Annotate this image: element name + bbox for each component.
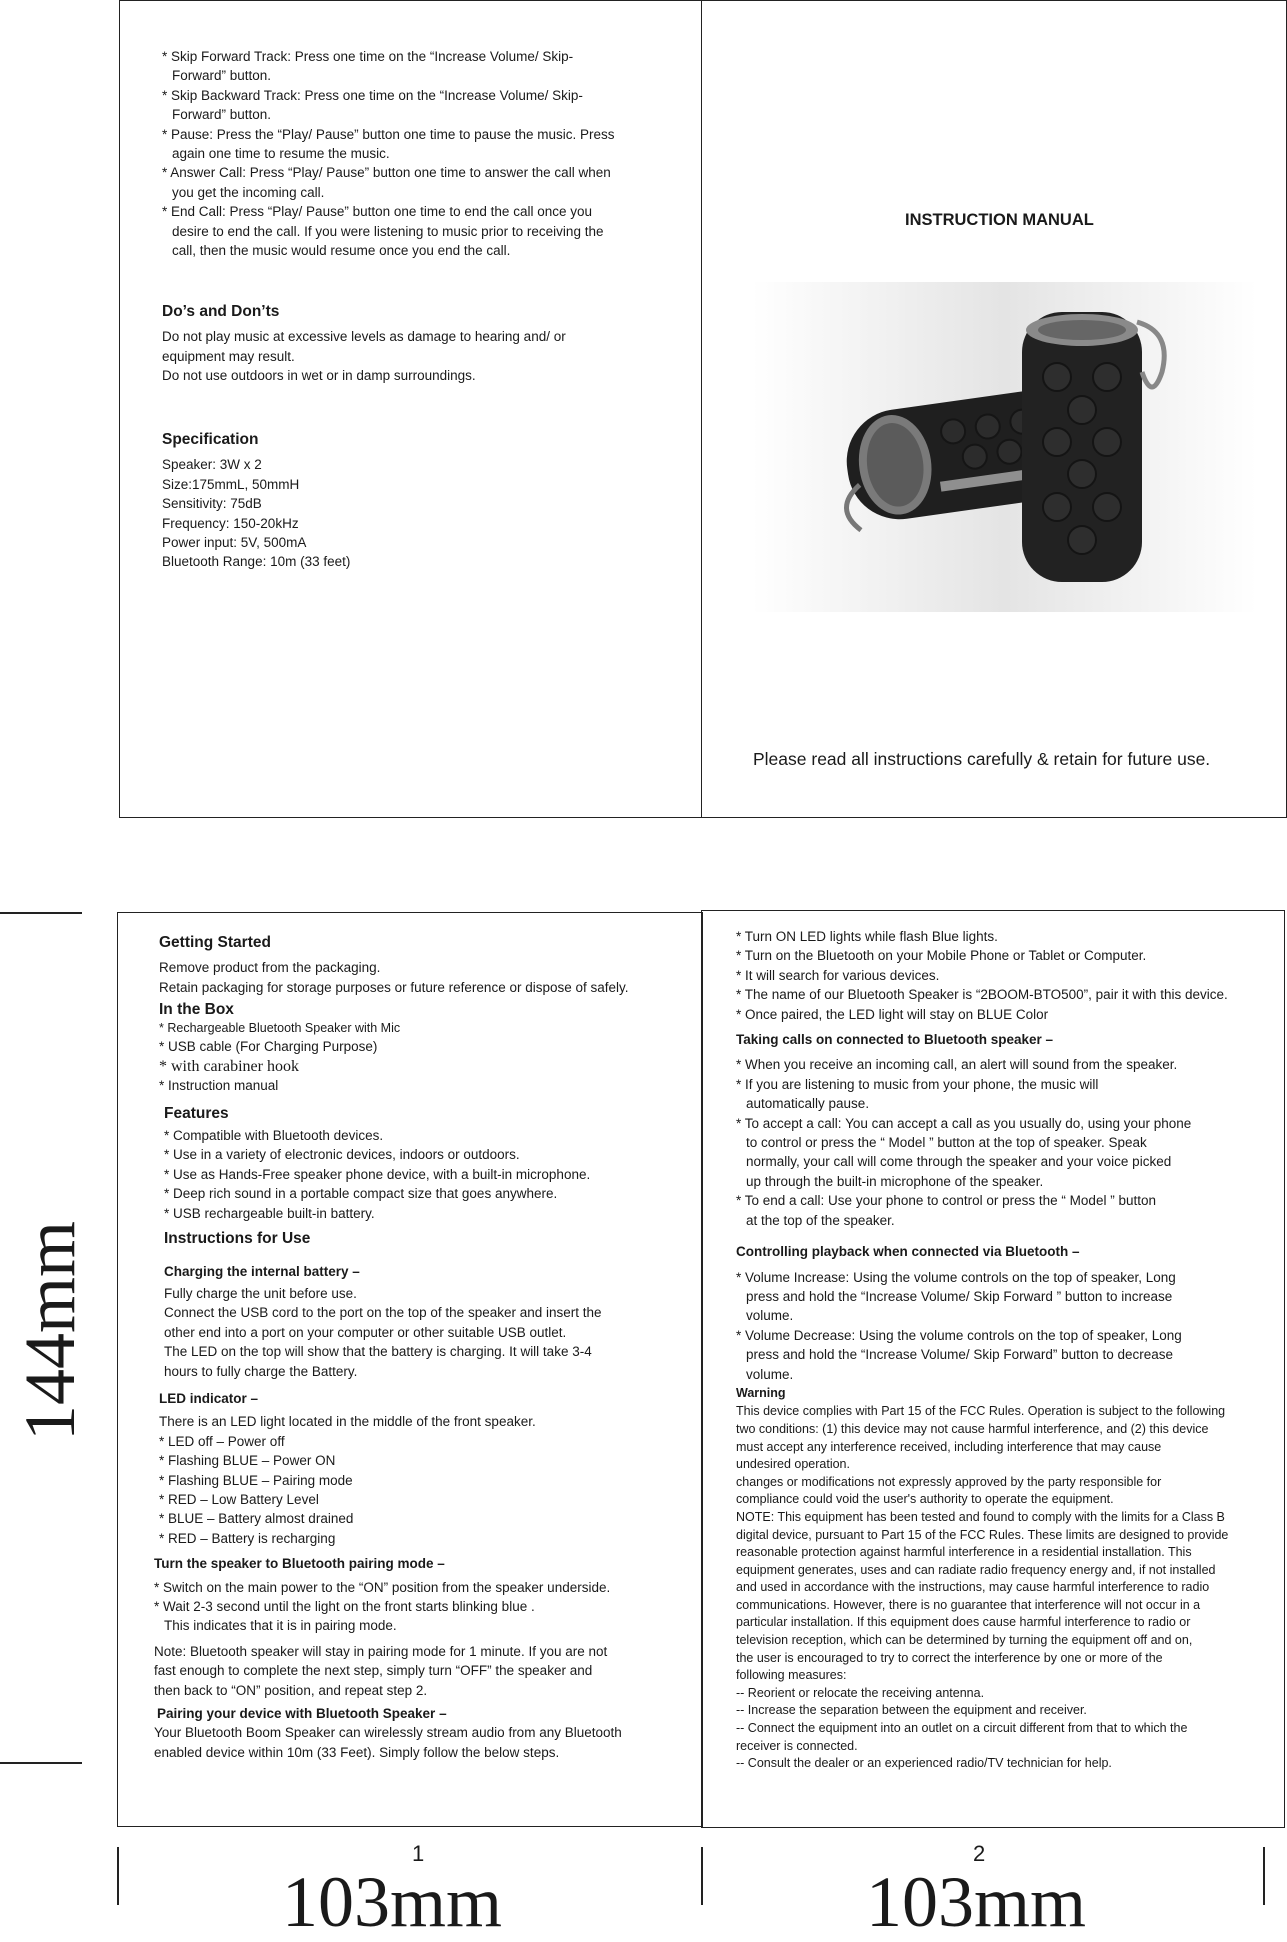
page2-content: * Turn ON LED lights while flash Blue lights. * Turn on the Bluetooth on your Mobile Phone or Tablet or Computer. * It will search for various devices. * The name of our Bluetooth Speaker is “2BOOM-BTO500”, pair it with this device. * Once paired, the LED light will stay on BLUE Color Taking calls on connected to Bluetooth speaker – * When you receive an incoming call, an alert will sound from the speaker. * If you are listening to music from your phone, the music will automatically pause. * To accept a call: You can accept a call as you usually do, using your phone to control or press the “ Model ” button at the top of speaker. Speak normally, your call will come through the speaker and your voice picked up through the built-in microphone of the speaker. * To end a call: Use your phone to control or press the “ Model ” button at the top of the speaker. Controlling playback when connected via Bluetooth – * Volume Increase: Using the volume controls on the top of speaker, Long press and hold the “Increase Volume/ Skip Forward ” button to increase volume. * Volume Decrease: Using the volume controls on the top of speaker, Long press and hold the “Increase Volume/ Skip Forward” button to decrease volume. Warning This device complies with Part 15 of the FCC Rules. Operation is subject to the following two conditions: (1) this device may not cause harmful interference, and (2) this device must accept any interference received, including interference that may cause undesired operation. changes or modifications not expressly approved by the party responsible for compliance could void the user's authority to operate the equipment. NOTE: This equipment has been tested and found to comply with the limits for a Class B digital device, pursuant to Part 15 of the FCC Rules. These limits are designed to provide reasonable protection against harmful interference in a residential installation. This equipment generates, uses and can radiate radio frequency energy and, if not installed and used in accordance with the instructions, may cause harmful interference to radio communications. However, there is no guarantee that interference will not occur in a particular installation. If this equipment does cause harmful interference to radio or television reception, which can be determined by turning the equipment off and on, the user is encouraged to try to correct the interference by one or more of the following measures: -- Reorient or relocate the receiving antenna. -- Increase the separation between the equipment and receiver. -- Connect the equipment into an outlet on a circuit different from that to which the receiver is connected. -- Consult the dealer or an experienced radio/TV technician for help. <box>736 927 1228 1773</box>
cover-title: INSTRUCTION MANUAL <box>905 211 1094 229</box>
controls-list: * Skip Forward Track: Press one time on the “Increase Volume/ Skip- Forward” button. * Skip Backward Track: Press one time on the “Increase Volume/ Skip- Forward” button. * Pause: Press the “Play/ Pause” button one time to pause the music. Press again one time to resume the music. * Answer Call: Press “Play/ Pause” button one time to answer the call when you get the incoming call. * End Call: Press “Play/ Pause” button one time to end the call once you desire to end the call. If you were listening to music prior to receiving the call, then the music would resume once you end the call. <box>162 49 615 259</box>
dim-tick-right <box>1263 1847 1265 1905</box>
width-dimension-right: 103mm <box>866 1862 1087 1942</box>
speaker-photo <box>752 282 1257 612</box>
spec-title: Specification <box>162 431 259 448</box>
dim-tick-left <box>117 1847 119 1905</box>
dim-tick-top <box>0 912 82 914</box>
fcc-warning: This device complies with Part 15 of the FCC Rules. Operation is subject to the following two conditions: (1) this device may not cause harmful interference, and (2) this device must accept any interference received, including interference that may cause undesired operation. changes or modifications not expressly approved by the party responsible for compliance could void the user's authority to operate the equipment. NOTE: This equipment has been tested and found to comply with the limits for a Class B digital device, pursuant to Part 15 of the FCC Rules. These limits are designed to provide reasonable protection against harmful interference in a residential installation. This equipment generates, uses and can radiate radio frequency energy and, if not installed and used in accordance with the instructions, may cause harmful interference to radio communications. However, there is no guarantee that interference will not occur in a particular installation. If this equipment does cause harmful interference to radio or television reception, which can be determined by turning the equipment off and on, the user is encouraged to try to correct the interference by one or more of the following measures: -- Reorient or relocate the receiving antenna. -- Increase the separation between the equipment and receiver. -- Connect the equipment into an outlet on a circuit different from that to which the receiver is connected. -- Consult the dealer or an experienced radio/TV technician for help. <box>736 1404 1229 1771</box>
page1-content: Getting Started Remove product from the packaging. Retain packaging for storage purposes or future reference or dispose of safely. In the Box * Rechargeable Bluetooth Speaker with Mic * USB cable (For Charging Purpose) * with carabiner hook * Instruction manual Features * Compatible with Bluetooth devices. * Use in a variety of electronic devices, indoors or outdoors. * Use as Hands-Free speaker phone device, with a built-in microphone. * Deep rich sound in a portable compact size that goes anywhere. * USB rechargeable built-in battery. Instructions for Use Charging the internal battery – Fully charge the unit before use. Connect the USB cord to the port on the top of the speaker and insert the other end into a port on your computer or other suitable USB outlet. The LED on the top will show that the battery is charging. It will take 3-4 hours to fully charge the Battery. LED indicator – There is an LED light located in the middle of the front speaker. * LED off – Power off * Flashing BLUE – Power ON * Flashing BLUE – Pairing mode * RED – Low Battery Level * BLUE – Battery almost drained * RED – Battery is recharging Turn the speaker to Bluetooth pairing mode – * Switch on the main power to the “ON” position from the speaker underside. * Wait 2-3 second until the light on the front starts blinking blue . This indicates that it is in pairing mode. Note: Bluetooth speaker will stay in pairing mode for 1 minute. If you are not fast enough to complete the next step, simply turn “OFF” the speaker and then back to “ON” position, and repeat step 2. Pairing your device with Bluetooth Speaker – Your Bluetooth Boom Speaker can wirelessly stream audio from any Bluetooth enabled device within 10m (33 Feet). Simply follow the below steps. <box>154 934 629 1760</box>
width-dimension-left: 103mm <box>282 1862 503 1942</box>
dos-section: Do’s and Don’ts Do not play music at excessive levels as damage to hearing and/ or equipment may result. Do not use outdoors in wet or in damp surroundings. <box>162 303 566 384</box>
dos-title: Do’s and Don’ts <box>162 303 280 320</box>
page-number-2: 2 <box>973 1841 986 1866</box>
page-number-1: 1 <box>412 1841 425 1866</box>
spec-section: Specification Speaker: 3W x 2 Size:175mmL, 50mmH Sensitivity: 75dB Frequency: 150-20kHz Power input: 5V, 500mA Bluetooth Range: 10m (33 feet) <box>162 431 351 570</box>
height-dimension: 144mm <box>10 1220 91 1442</box>
dim-tick-bottom <box>0 1762 82 1764</box>
cover-footer: Please read all instructions carefully & retain for future use. <box>753 749 1211 769</box>
dim-tick-mid <box>701 1847 703 1905</box>
